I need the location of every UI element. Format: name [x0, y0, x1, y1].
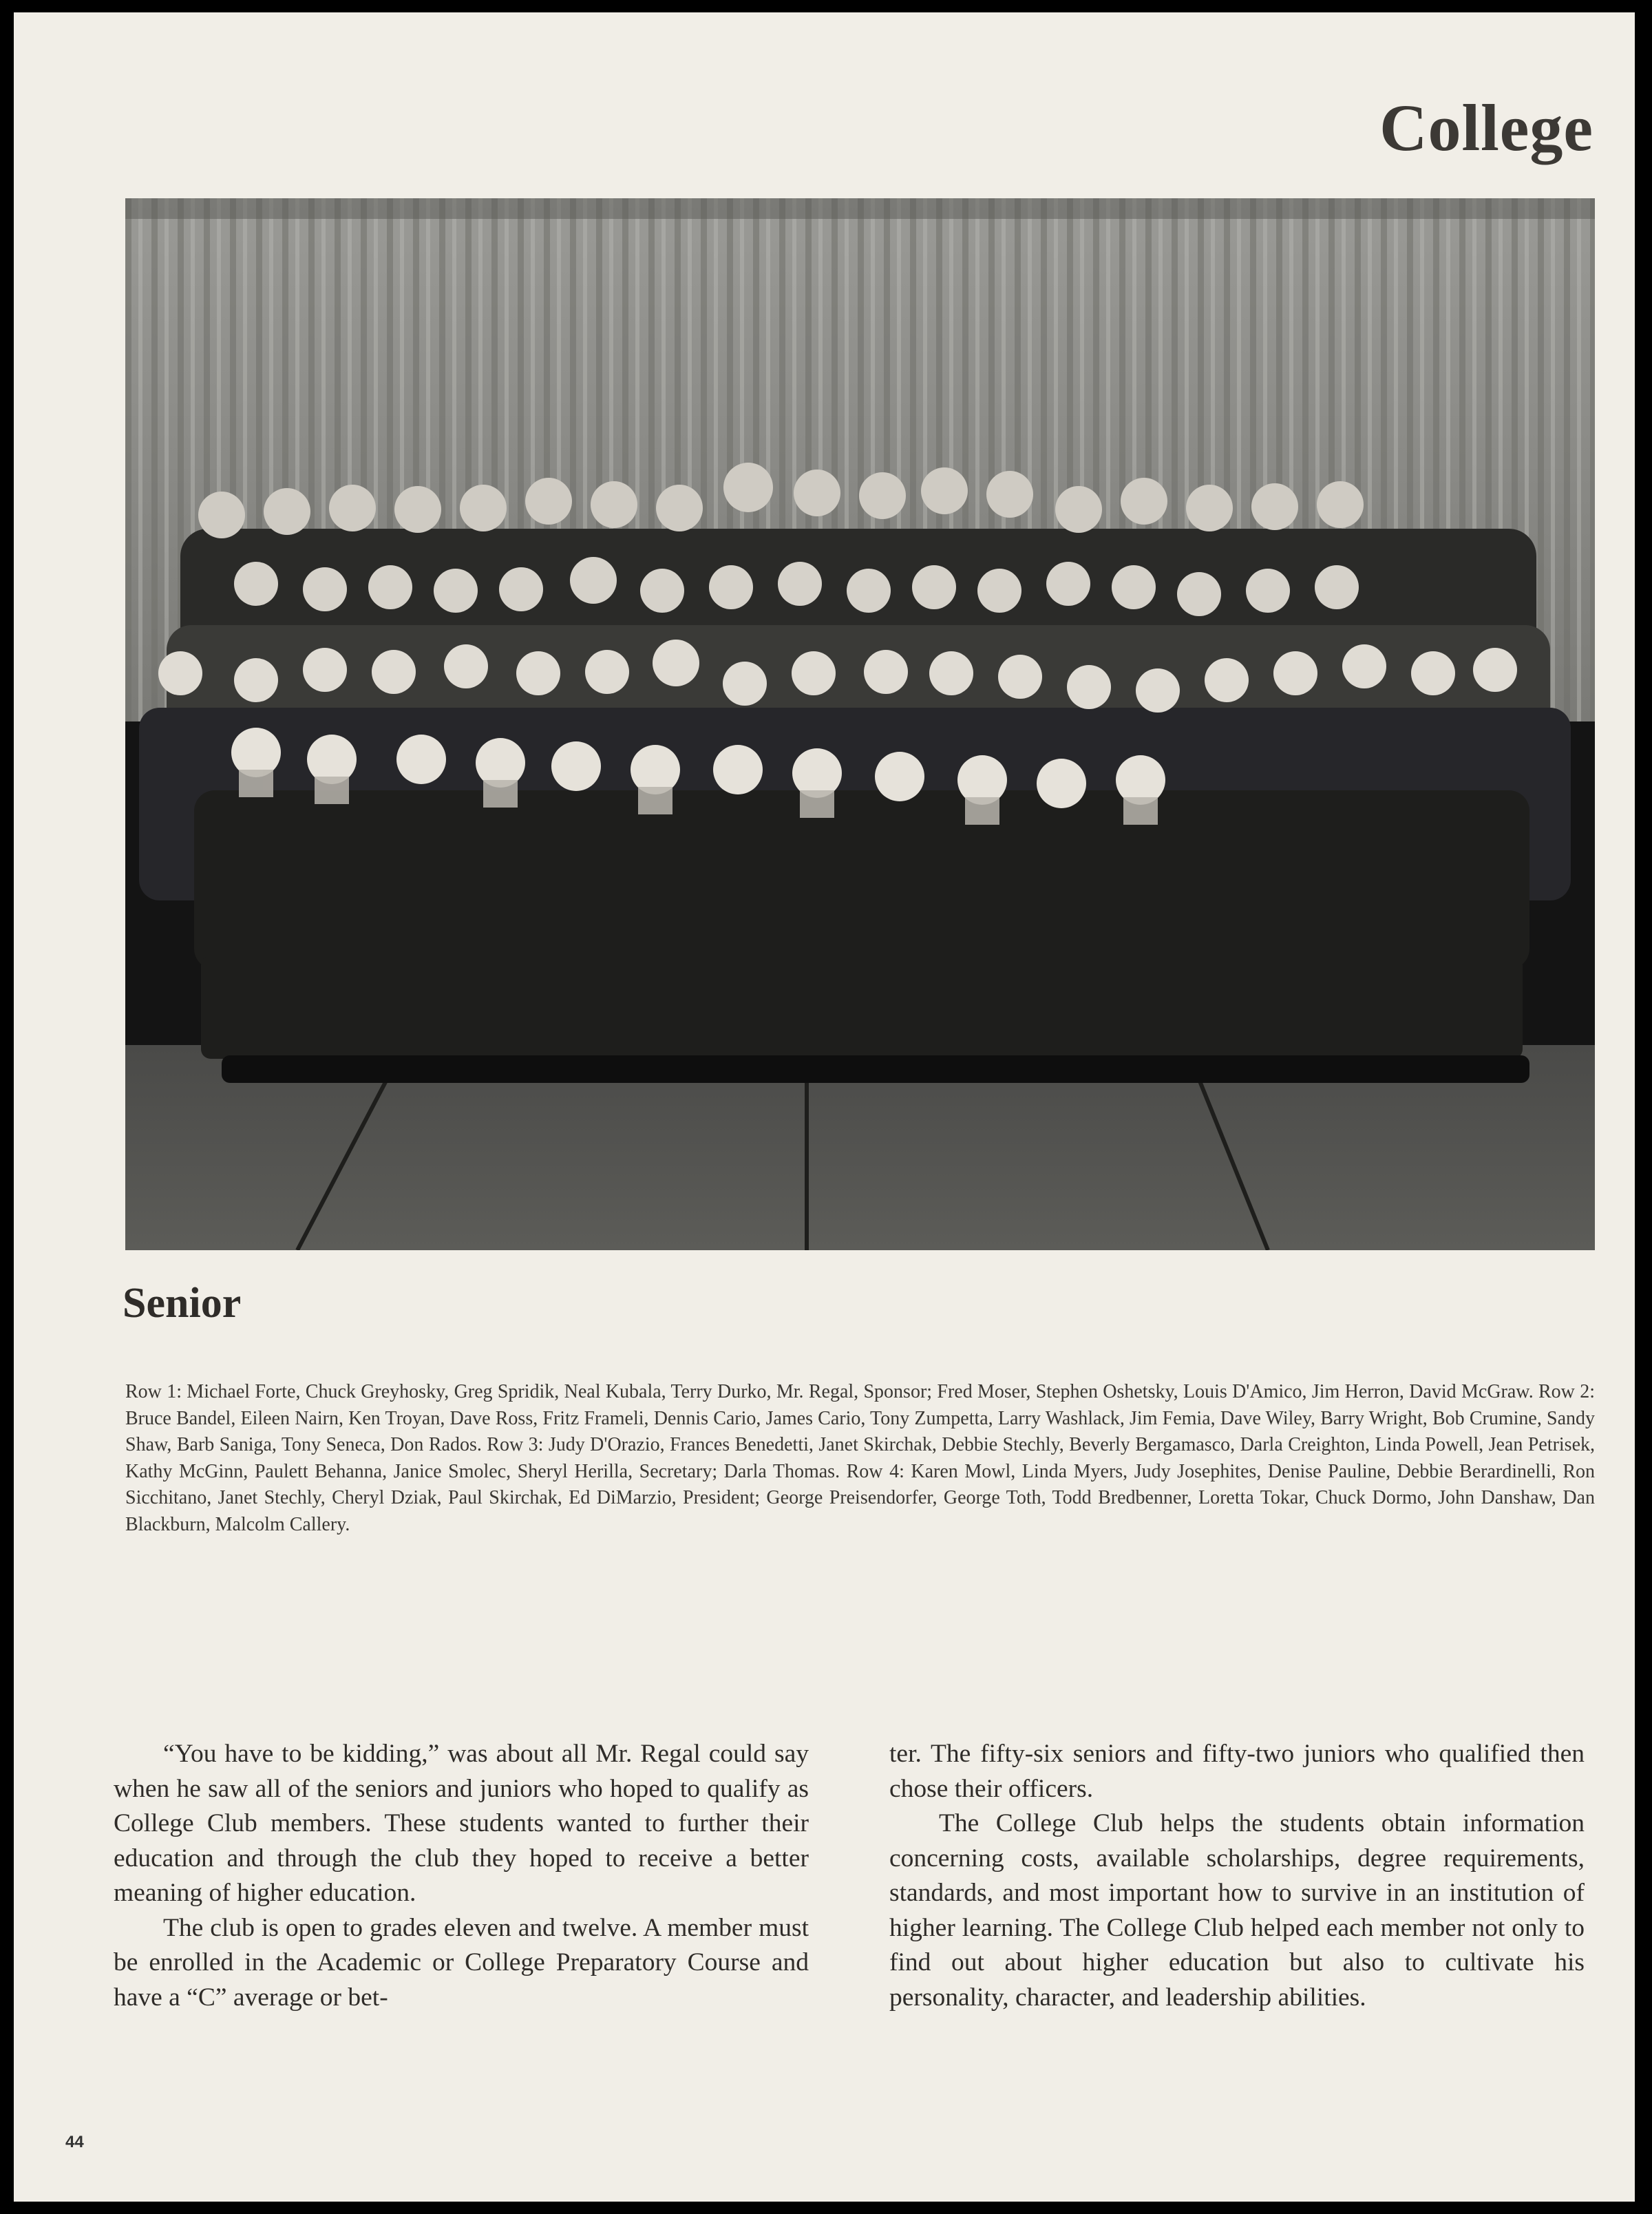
group-photo-image: [125, 198, 1595, 1250]
body-paragraph: The College Club helps the students obtain information concerning costs, available scholarships, degree requirements, standards, and most important how to survive in an institution of higher learning. The College Club helped each member not only to find out about higher education but also to cultivate his personality, character, and leadership abilities.: [889, 1809, 1585, 2012]
yearbook-page: [14, 12, 1635, 2202]
body-paragraph: The club is open to grades eleven and twelve. A member must be enrolled in the Academic or College Preparatory Course and have a “C” average or bet-: [114, 1913, 809, 2012]
body-paragraph: ter. The fifty-six seniors and fifty-two juniors who qualified then chose their officers.: [889, 1740, 1585, 1803]
group-photo: [125, 198, 1595, 1250]
page-number: 44: [65, 2133, 84, 2151]
section-heading: Senior: [123, 1280, 242, 1327]
body-column-left: [114, 1737, 809, 2015]
photo-caption: Row 1: Michael Forte, Chuck Greyhosky, Greg Spridik, Neal Kubala, Terry Durko, Mr. Regal, Sponsor; Fred Moser, Stephen Oshetsky, Louis D'Amico, Jim Herron, David McGraw. Row 2: Bruce Bandel, Eileen Nairn, Ken Troyan, Dave Ross, Fritz Frameli, Dennis Cario, James Cario, Tony Zumpetta, Larry Washlack, Jim Femia, Dave Wiley, Barry Wright, Bob Crumine, Sandy Shaw, Barb Saniga, Tony Seneca, Don Rados. Row 3: Judy D'Orazio, Frances Benedetti, Janet Skirchak, Debbie Stechly, Beverly Bergamasco, Darla Creighton, Linda Powell, Jean Petrisek, Kathy McGinn, Paulett Behanna, Janice Smolec, Sheryl Herilla, Secretary; Darla Thomas. Row 4: Karen Mowl, Linda Myers, Judy Josephites, Denise Pauline, Debbie Berardinelli, Ron Sicchitano, Janet Stechly, Cheryl Dziak, Paul Skirchak, Ed DiMarzio, President; George Preisendorfer, George Toth, Todd Bredbenner, Loretta Tokar, Chuck Dormo, John Danshaw, Dan Blackburn, Malcolm Callery.: [125, 1381, 1595, 1535]
body-paragraph: “You have to be kidding,” was about all Mr. Regal could say when he saw all of the seniors and juniors who hoped to qualify as College Club members. These students wanted to further their education and through the club they hoped to receive a better meaning of higher education.: [114, 1740, 809, 1907]
body-column-right: [889, 1737, 1585, 2015]
page-title: College: [1379, 91, 1593, 165]
